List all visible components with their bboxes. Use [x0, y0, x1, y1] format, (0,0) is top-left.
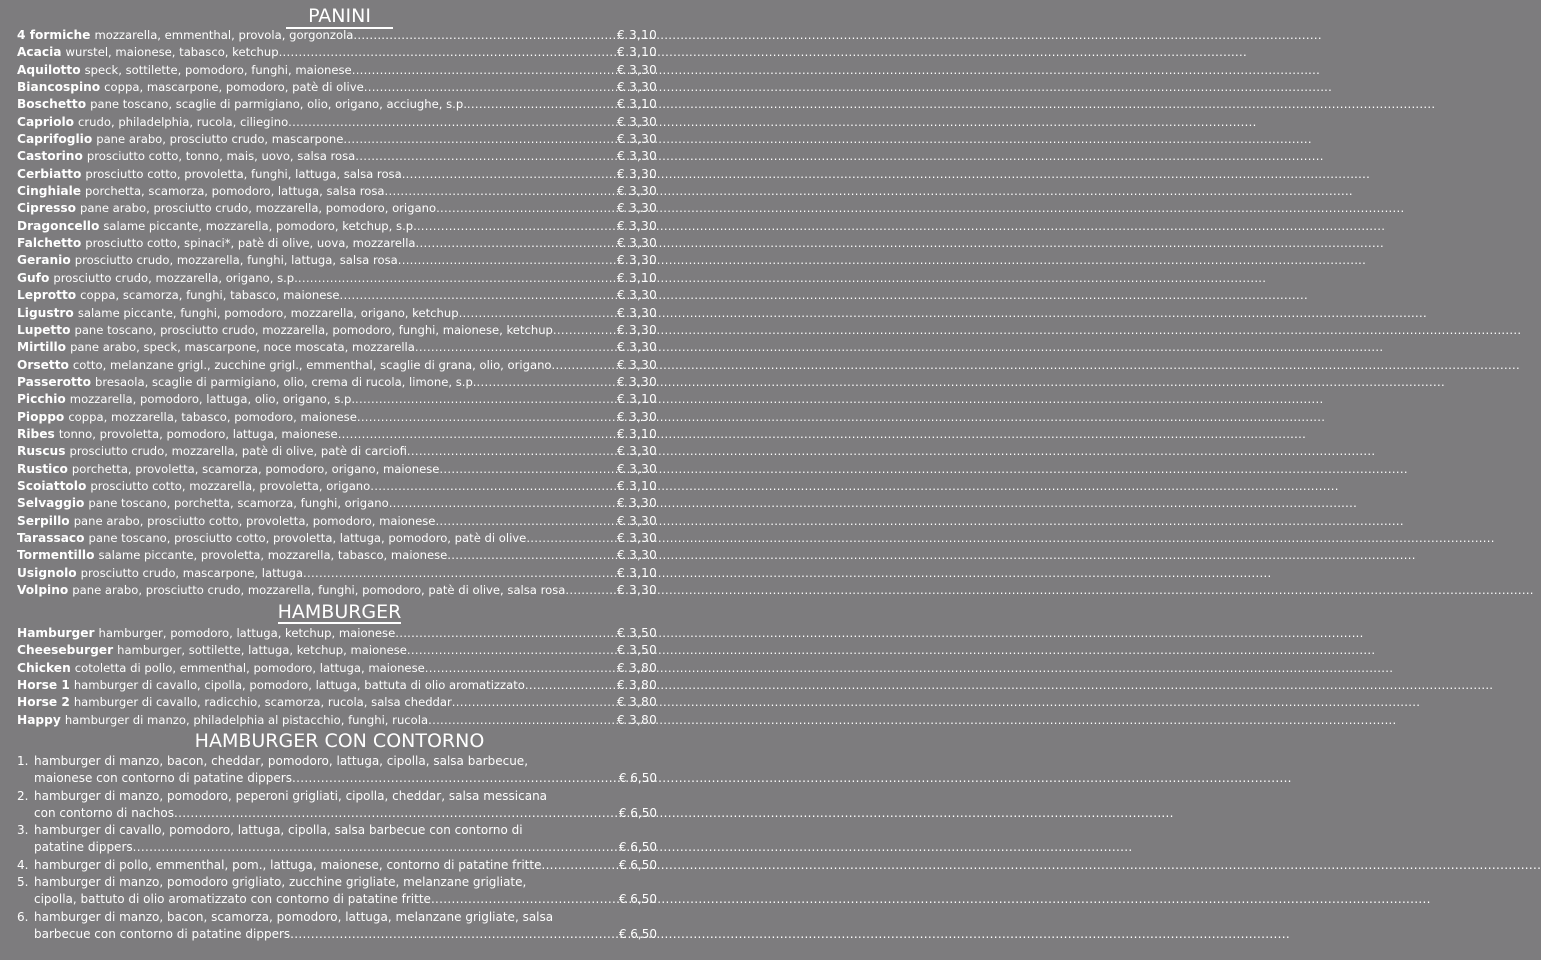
combo-item-line1	[17, 822, 657, 839]
dot-leader	[355, 391, 616, 408]
combo-item-line1	[17, 788, 657, 805]
combo-item-line1	[17, 909, 657, 926]
combo-item-number: 1.	[17, 754, 29, 768]
item-name: Pioppo	[17, 409, 65, 424]
combo-item-text-cont: con contorno di nachos	[34, 805, 174, 820]
panini-title-wrap	[0, 4, 679, 29]
item-name: Serpillo	[17, 513, 70, 528]
item-price: € 3,30	[617, 305, 657, 320]
combo-list	[17, 753, 657, 943]
item-price: € 3,80	[617, 678, 657, 693]
menu-item-row	[17, 642, 657, 659]
item-price: € 3,30	[617, 80, 657, 95]
item-description: prosciutto cotto, provoletta, funghi, lattuga, salsa rosa	[85, 166, 402, 181]
dot-leader	[416, 235, 617, 252]
combo-item-number: 3.	[17, 823, 29, 838]
item-name: Tarassaco	[17, 530, 85, 545]
menu-item-row	[17, 200, 657, 217]
item-name: Picchio	[17, 392, 66, 407]
menu-page	[0, 0, 679, 960]
combo-item-number: 2.	[17, 788, 29, 803]
dot-leader	[425, 660, 616, 677]
dot-leader	[459, 305, 616, 322]
item-price: € 3,30	[617, 444, 657, 459]
dot-leader	[452, 694, 616, 711]
item-description: porchetta, provoletta, scamorza, pomodoro, origano, maionese	[71, 461, 440, 476]
item-description: salame piccante, provoletta, mozzarella, tabasco, maionese	[98, 548, 448, 563]
combo-item-text: hamburger di pollo, emmenthal, pom., lattuga, maionese, contorno di patatine fritte	[34, 857, 542, 872]
item-description: pane toscano, scaglie di parmigiano, olio, origano, acciughe, s.p.	[90, 97, 467, 112]
combo-item-line1	[17, 753, 657, 770]
item-description: pane toscano, porchetta, scamorza, funghi, origano	[88, 496, 389, 511]
item-price: € 3,30	[617, 201, 657, 216]
item-name: Biancospino	[17, 80, 101, 95]
item-description: prosciutto cotto, spinaci*, patè di olive, uova, mozzarella	[85, 236, 416, 251]
item-name: Ligustro	[17, 305, 74, 320]
combo-item	[17, 874, 657, 909]
item-name: Horse 1	[17, 678, 70, 693]
item-price: € 3,30	[617, 114, 657, 129]
combo-item	[17, 857, 657, 874]
item-price: € 3,30	[617, 357, 657, 372]
menu-item-row	[17, 270, 657, 287]
item-price: € 3,50	[617, 643, 657, 658]
item-name: Gufo	[17, 270, 50, 285]
dot-leader	[415, 339, 616, 356]
item-name: Boschetto	[17, 97, 87, 112]
combo-item	[17, 788, 657, 823]
menu-item-row	[17, 287, 657, 304]
item-name: Cerbiatto	[17, 166, 82, 181]
dot-leader	[435, 513, 616, 530]
item-name: Cipresso	[17, 201, 77, 216]
dot-leader	[353, 27, 616, 44]
dot-leader	[525, 677, 616, 694]
item-price: € 3,30	[617, 513, 657, 528]
menu-item-row	[17, 660, 657, 677]
item-name: Tormentillo	[17, 548, 95, 563]
item-name: Castorino	[17, 149, 83, 164]
combo-item-price: € 6,50	[618, 857, 657, 872]
dot-leader	[467, 96, 616, 113]
item-name: Cinghiale	[17, 184, 82, 199]
item-price: € 3,30	[617, 530, 657, 545]
dot-leader	[384, 183, 616, 200]
dot-leader	[364, 79, 616, 96]
item-name: Acacia	[17, 45, 62, 60]
combo-item-text-cont: maionese con contorno di patatine dippers	[34, 771, 292, 786]
item-price: € 3,30	[617, 583, 657, 597]
item-name: Scoiattolo	[17, 478, 87, 493]
item-description: hamburger, pomodoro, lattuga, ketchup, maionese	[98, 626, 396, 640]
menu-item-row	[17, 27, 657, 44]
item-price: € 3,30	[617, 288, 657, 303]
menu-item-row	[17, 582, 657, 599]
menu-item-row	[17, 513, 657, 530]
menu-item-row	[17, 131, 657, 148]
menu-item-row	[17, 218, 657, 235]
item-description: prosciutto crudo, mozzarella, origano, s.p.	[53, 270, 298, 285]
item-price: € 3,30	[617, 461, 657, 476]
combo-item-text-cont: barbecue con contorno di patatine dippers	[34, 926, 291, 941]
menu-item-row	[17, 478, 657, 495]
item-price: € 3,30	[617, 236, 657, 251]
dot-leader	[352, 62, 616, 79]
combo-item-text-cont: patatine dippers	[34, 840, 133, 855]
menu-item-row	[17, 44, 657, 61]
dot-leader	[389, 495, 616, 512]
combo-item-text: hamburger di manzo, pomodoro grigliato, zucchine grigliate, melanzane grigliate,	[34, 875, 527, 890]
item-description: hamburger di manzo, philadelphia al pistacchio, funghi, rucola	[64, 712, 429, 727]
item-price: € 3,10	[617, 45, 657, 60]
combo-item-line2	[17, 926, 657, 943]
item-description: prosciutto cotto, tonno, mais, uovo, salsa rosa	[86, 149, 356, 164]
item-price: € 3,10	[617, 478, 657, 493]
menu-item-row	[17, 374, 657, 391]
item-description: prosciutto crudo, mozzarella, funghi, lattuga, salsa rosa	[74, 253, 398, 268]
menu-item-row	[17, 565, 657, 582]
dot-leader	[565, 582, 616, 599]
combo-item-number: 6.	[17, 909, 29, 924]
dot-leader	[370, 478, 616, 495]
item-name: Falchetto	[17, 236, 82, 251]
menu-item-row	[17, 712, 657, 729]
item-name: Selvaggio	[17, 496, 85, 511]
item-price: € 3,10	[617, 565, 657, 580]
menu-item-row	[17, 426, 657, 443]
combo-item-text: hamburger di manzo, bacon, scamorza, pomodoro, lattuga, melanzane grigliate, salsa	[34, 909, 554, 924]
item-description: coppa, mascarpone, pomodoro, patè di olive	[104, 80, 364, 95]
combo-item-line2	[17, 839, 657, 856]
item-description: prosciutto cotto, mozzarella, provoletta, origano	[90, 478, 371, 493]
menu-item-row	[17, 677, 657, 694]
hamburger-title-wrap	[0, 600, 679, 624]
item-description: tonno, provoletta, pomodoro, lattuga, maionese	[58, 426, 338, 441]
item-price: € 3,30	[617, 132, 657, 147]
combo-title-wrap	[0, 729, 679, 753]
item-description: hamburger di cavallo, cipolla, pomodoro, lattuga, battuta di olio aromatizzato	[73, 678, 525, 693]
item-name: Capriolo	[17, 114, 75, 129]
item-name: Cheeseburger	[17, 643, 114, 658]
menu-item-row	[17, 409, 657, 426]
item-name: Hamburger	[17, 626, 95, 640]
item-name: Mirtillo	[17, 340, 67, 355]
item-price: € 3,10	[617, 392, 657, 407]
item-name: Usignolo	[17, 565, 77, 580]
dot-leader	[340, 287, 617, 304]
combo-item-price: € 6,50	[618, 771, 657, 786]
dot-leader	[133, 839, 618, 856]
combo-item-number: 4.	[17, 857, 29, 872]
combo-item-price: € 6,50	[618, 892, 657, 907]
dot-leader	[436, 200, 616, 217]
hamburger-title: HAMBURGER	[277, 601, 402, 623]
dot-leader	[174, 805, 618, 822]
dot-leader	[541, 857, 617, 874]
item-name: Orsetto	[17, 357, 69, 372]
dot-leader	[477, 374, 617, 391]
dot-leader	[553, 322, 616, 339]
dot-leader	[288, 114, 616, 131]
item-description: mozzarella, emmenthal, provola, gorgonzola	[94, 28, 354, 42]
item-name: Ruscus	[17, 444, 66, 459]
item-name: 4 formiche	[17, 28, 91, 42]
hamburger-list	[17, 625, 657, 729]
item-description: hamburger, sottilette, lattuga, ketchup, maionese	[117, 643, 407, 658]
item-description: crudo, philadelphia, rucola, ciliegino	[78, 114, 289, 129]
item-description: pane toscano, prosciutto crudo, mozzarella, pomodoro, funghi, maionese, ketchup	[74, 322, 553, 337]
menu-item-row	[17, 62, 657, 79]
item-name: Happy	[17, 712, 61, 727]
menu-item-row	[17, 625, 657, 642]
item-price: € 3,30	[617, 548, 657, 563]
dot-leader	[431, 891, 618, 908]
menu-item-row	[17, 391, 657, 408]
item-price: € 3,80	[617, 695, 657, 710]
dot-leader	[357, 409, 616, 426]
item-name: Lupetto	[17, 322, 71, 337]
menu-item-row	[17, 305, 657, 322]
panini-title: PANINI	[286, 7, 393, 29]
menu-item-row	[17, 495, 657, 512]
item-description: mozzarella, pomodoro, lattuga, olio, origano, s.p.	[69, 392, 356, 407]
dot-leader	[402, 166, 616, 183]
item-description: salame piccante, mozzarella, pomodoro, ketchup, s.p.	[103, 218, 417, 233]
item-name: Aquilotto	[17, 62, 81, 77]
dot-leader	[395, 625, 616, 642]
menu-item-row	[17, 694, 657, 711]
item-description: pane arabo, prosciutto crudo, mozzarella, funghi, pomodoro, patè di olive, salsa rosa	[72, 583, 566, 597]
item-name: Caprifoglio	[17, 132, 93, 147]
item-name: Geranio	[17, 253, 71, 268]
dot-leader	[526, 530, 616, 547]
menu-item-row	[17, 339, 657, 356]
item-name: Dragoncello	[17, 218, 100, 233]
item-description: wurstel, maionese, tabasco, ketchup	[65, 45, 279, 60]
dot-leader	[428, 712, 616, 729]
panini-list	[17, 27, 657, 599]
item-description: cotto, melanzane grigl., zucchine grigl., emmenthal, scaglie di grana, olio, origano	[72, 357, 552, 372]
menu-item-row	[17, 357, 657, 374]
combo-item-text: hamburger di cavallo, pomodoro, lattuga, cipolla, salsa barbecue con contorno di	[34, 823, 523, 838]
item-description: pane arabo, prosciutto cotto, provoletta, pomodoro, maionese	[73, 513, 436, 528]
combo-title: HAMBURGER CON CONTORNO	[194, 730, 485, 752]
combo-item-price: € 6,50	[618, 805, 657, 820]
item-price: € 3,30	[617, 340, 657, 355]
item-price: € 3,30	[617, 322, 657, 337]
item-price: € 3,80	[617, 712, 657, 727]
item-price: € 3,10	[617, 426, 657, 441]
item-name: Ribes	[17, 426, 55, 441]
item-price: € 3,10	[617, 270, 657, 285]
item-name: Chicken	[17, 660, 71, 675]
combo-item-text: hamburger di manzo, pomodoro, peperoni grigliati, cipolla, cheddar, salsa messicana	[34, 788, 548, 803]
item-description: prosciutto crudo, mozzarella, patè di olive, patè di carciofi	[69, 444, 407, 459]
dot-leader	[292, 770, 618, 787]
combo-item	[17, 753, 657, 788]
combo-item-text-cont: cipolla, battuto di olio aromatizzato con contorno di patatine fritte	[34, 892, 431, 907]
item-price: € 3,80	[617, 660, 657, 675]
dot-leader	[417, 218, 616, 235]
menu-item-row	[17, 96, 657, 113]
item-description: bresaola, scaglie di parmigiano, olio, crema di rucola, limone, s.p.	[95, 374, 477, 389]
item-description: pane toscano, prosciutto cotto, provoletta, lattuga, pomodoro, patè di olive	[88, 530, 527, 545]
dot-leader	[279, 44, 616, 61]
item-description: coppa, scamorza, funghi, tabasco, maionese	[80, 288, 340, 303]
item-description: speck, sottilette, pomodoro, funghi, maionese	[84, 62, 352, 77]
dot-leader	[355, 148, 616, 165]
menu-item-row	[17, 461, 657, 478]
dot-leader	[398, 252, 616, 269]
item-price: € 3,30	[617, 496, 657, 511]
item-description: hamburger di cavallo, radicchio, scamorza, rucola, salsa cheddar	[73, 695, 452, 710]
combo-item-price: € 6,50	[618, 926, 657, 941]
combo-item-line2	[17, 805, 657, 822]
item-price: € 3,30	[617, 374, 657, 389]
item-name: Volpino	[17, 583, 69, 597]
menu-item-row	[17, 252, 657, 269]
item-price: € 3,30	[617, 166, 657, 181]
item-description: coppa, mozzarella, tabasco, pomodoro, maionese	[68, 409, 357, 424]
item-price: € 3,50	[617, 626, 657, 640]
item-price: € 3,30	[617, 253, 657, 268]
combo-item-line2	[17, 891, 657, 908]
menu-item-row	[17, 322, 657, 339]
item-name: Passerotto	[17, 374, 92, 389]
menu-item-row	[17, 235, 657, 252]
item-price: € 3,30	[617, 409, 657, 424]
combo-item-text: hamburger di manzo, bacon, cheddar, pomodoro, lattuga, cipolla, salsa barbecue,	[34, 754, 529, 768]
menu-item-row	[17, 443, 657, 460]
item-description: salame piccante, funghi, pomodoro, mozzarella, origano, ketchup	[77, 305, 459, 320]
dot-leader	[298, 270, 616, 287]
item-price: € 3,30	[617, 218, 657, 233]
item-description: pane arabo, prosciutto crudo, mozzarella, pomodoro, origano	[80, 201, 437, 216]
item-price: € 3,10	[617, 97, 657, 112]
item-description: porchetta, scamorza, pomodoro, lattuga, salsa rosa	[85, 184, 385, 199]
menu-item-row	[17, 166, 657, 183]
dot-leader	[552, 357, 617, 374]
item-description: pane arabo, speck, mascarpone, noce moscata, mozzarella	[70, 340, 415, 355]
combo-item-line2	[17, 770, 657, 787]
item-name: Horse 2	[17, 695, 70, 710]
item-name: Rustico	[17, 461, 68, 476]
dot-leader	[303, 565, 616, 582]
menu-item-row	[17, 148, 657, 165]
dot-leader	[407, 443, 616, 460]
combo-item-price: € 6,50	[618, 840, 657, 855]
item-price: € 3,10	[617, 28, 657, 42]
menu-item-row	[17, 114, 657, 131]
dot-leader	[290, 926, 618, 943]
item-name: Leprotto	[17, 288, 77, 303]
combo-item	[17, 822, 657, 857]
item-description: prosciutto crudo, mascarpone, lattuga	[80, 565, 304, 580]
item-price: € 3,30	[617, 184, 657, 199]
combo-item	[17, 909, 657, 944]
dot-leader	[407, 642, 616, 659]
menu-item-row	[17, 547, 657, 564]
combo-item-line1	[17, 874, 657, 891]
dot-leader	[343, 131, 616, 148]
item-price: € 3,30	[617, 149, 657, 164]
combo-item-number: 5.	[17, 875, 29, 890]
menu-item-row	[17, 183, 657, 200]
menu-item-row	[17, 530, 657, 547]
item-description: cotoletta di pollo, emmenthal, pomodoro, lattuga, maionese	[74, 660, 425, 675]
dot-leader	[439, 461, 616, 478]
item-description: pane arabo, prosciutto crudo, mascarpone	[96, 132, 344, 147]
item-price: € 3,30	[617, 62, 657, 77]
menu-item-row	[17, 79, 657, 96]
dot-leader	[338, 426, 616, 443]
combo-item-line1	[17, 857, 657, 874]
dot-leader	[447, 547, 616, 564]
